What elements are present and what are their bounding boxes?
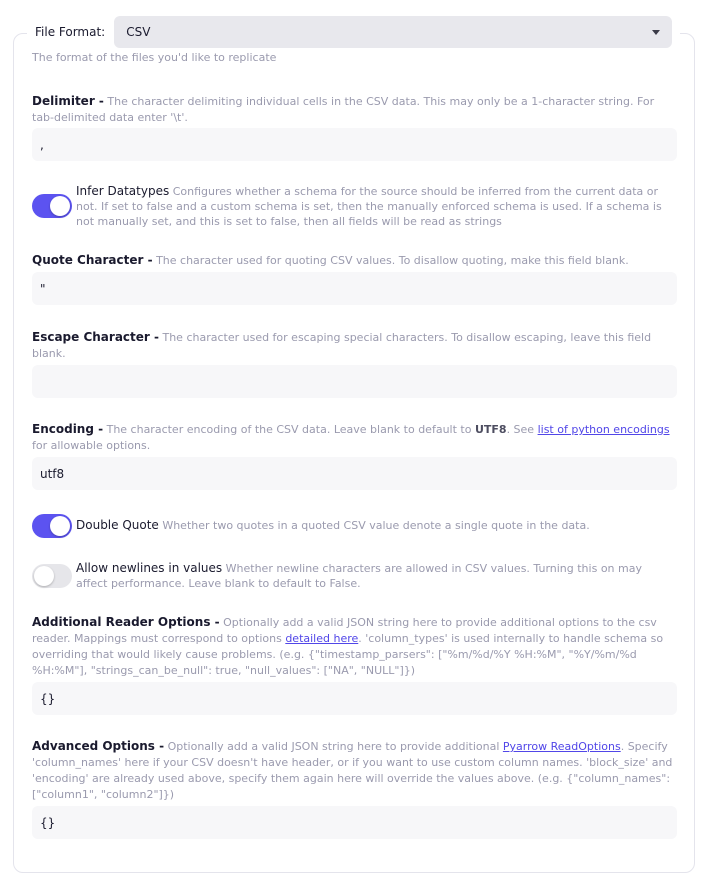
file-format-legend — [27, 16, 680, 48]
encoding-label: Encoding - — [32, 422, 104, 436]
double-quote-toggle[interactable] — [32, 514, 72, 538]
encoding-default: UTF8 — [474, 423, 507, 436]
escape-character-label: Escape Character - — [32, 330, 159, 344]
delimiter-value: , — [40, 137, 44, 152]
escape-character-description: The character used for escaping special characters. To disallow escaping, leave this field blank. — [32, 331, 652, 360]
additional-reader-options-description-pre: Optionally add a valid JSON string here to provide additional options to the csv reader. Mappings must correspond to options — [32, 616, 657, 645]
infer-datatypes-description: Configures whether a schema for the source should be inferred from the current data or not. If set to false and a custom schema is set, then the manually enforced schema is used. If a schema is not manually set, and this is set to false, then all fields will be read as strings — [76, 185, 662, 228]
encoding-input[interactable] — [32, 457, 677, 490]
encoding-value: utf8 — [40, 466, 65, 481]
double-quote-text — [76, 518, 676, 533]
newlines-in-values-label: Allow newlines in values — [76, 561, 223, 575]
infer-datatypes-label: Infer Datatypes — [76, 184, 170, 198]
pyarrow-readoptions-link[interactable]: Pyarrow ReadOptions — [502, 740, 621, 753]
quote-character-value: " — [40, 281, 46, 296]
encoding-description-post: for allowable options. — [32, 439, 151, 452]
newlines-in-values-toggle[interactable] — [32, 564, 72, 588]
double-quote-label: Double Quote — [76, 518, 159, 532]
advanced-options-description-post: . Specify 'column_names' here if your CSV doesn't have header, or if you want to use custom column names. 'block_size' and 'encoding' are already used above, specify them again here will override the values above. (e.g. {"column_names": ["column1", "column2"]}) — [32, 740, 673, 801]
chevron-down-icon — [652, 30, 660, 35]
toggle-knob — [50, 516, 70, 536]
additional-reader-options-description-post: . 'column_types' is used internally to handle schema so overriding that would likely cause problems. (e.g. {"timestamp_parsers": ["%m/%d/%Y %H:%M", "%Y/%m/%d %H:%M"], "strings_can_be_null": true, "null_values": ["NA", "NULL"]}) — [32, 632, 664, 677]
python-encodings-link[interactable]: list of python encodings — [537, 423, 670, 436]
advanced-options-label: Advanced Options - — [32, 739, 165, 753]
file-format-hint: The format of the files you'd like to replicate — [32, 51, 277, 64]
quote-character-input[interactable] — [32, 272, 677, 305]
detailed-here-link[interactable]: detailed here — [285, 632, 359, 645]
delimiter-field-label — [32, 93, 677, 126]
additional-reader-options-input[interactable] — [32, 682, 677, 715]
toggle-knob — [50, 196, 70, 216]
advanced-options-description-pre: Optionally add a valid JSON string here to provide additional — [167, 740, 500, 753]
delimiter-input[interactable] — [32, 128, 677, 161]
additional-reader-options-label: Additional Reader Options - — [32, 615, 220, 629]
file-format-label: File Format: — [35, 25, 106, 39]
encoding-field-label — [32, 421, 677, 454]
file-format-select[interactable] — [114, 16, 672, 48]
advanced-options-field-label — [32, 738, 677, 803]
encoding-description-pre: The character encoding of the CSV data. Leave blank to default to — [106, 423, 472, 436]
additional-reader-options-value: {} — [40, 691, 56, 706]
newlines-in-values-description: Whether newline characters are allowed in CSV values. Turning this on may affect performance. Leave blank to default to False. — [76, 562, 642, 590]
quote-character-label: Quote Character - — [32, 253, 153, 267]
encoding-description-mid: . See — [506, 423, 535, 436]
infer-datatypes-text — [76, 184, 676, 229]
advanced-options-value: {} — [40, 815, 56, 830]
delimiter-label: Delimiter - — [32, 94, 104, 108]
delimiter-description: The character delimiting individual cells in the CSV data. This may only be a 1-character string. For tab-delimited data enter '\t'. — [32, 95, 655, 124]
escape-character-field-label — [32, 329, 677, 362]
quote-character-description: The character used for quoting CSV values. To disallow quoting, make this field blank. — [156, 254, 629, 267]
newlines-in-values-text — [76, 561, 676, 591]
infer-datatypes-toggle[interactable] — [32, 194, 72, 218]
advanced-options-input[interactable] — [32, 806, 677, 839]
double-quote-description: Whether two quotes in a quoted CSV value denote a single quote in the data. — [162, 519, 590, 532]
file-format-value: CSV — [126, 25, 151, 39]
toggle-knob — [34, 566, 54, 586]
additional-reader-options-field-label — [32, 614, 677, 679]
escape-character-input[interactable] — [32, 365, 677, 398]
quote-character-field-label — [32, 252, 677, 269]
